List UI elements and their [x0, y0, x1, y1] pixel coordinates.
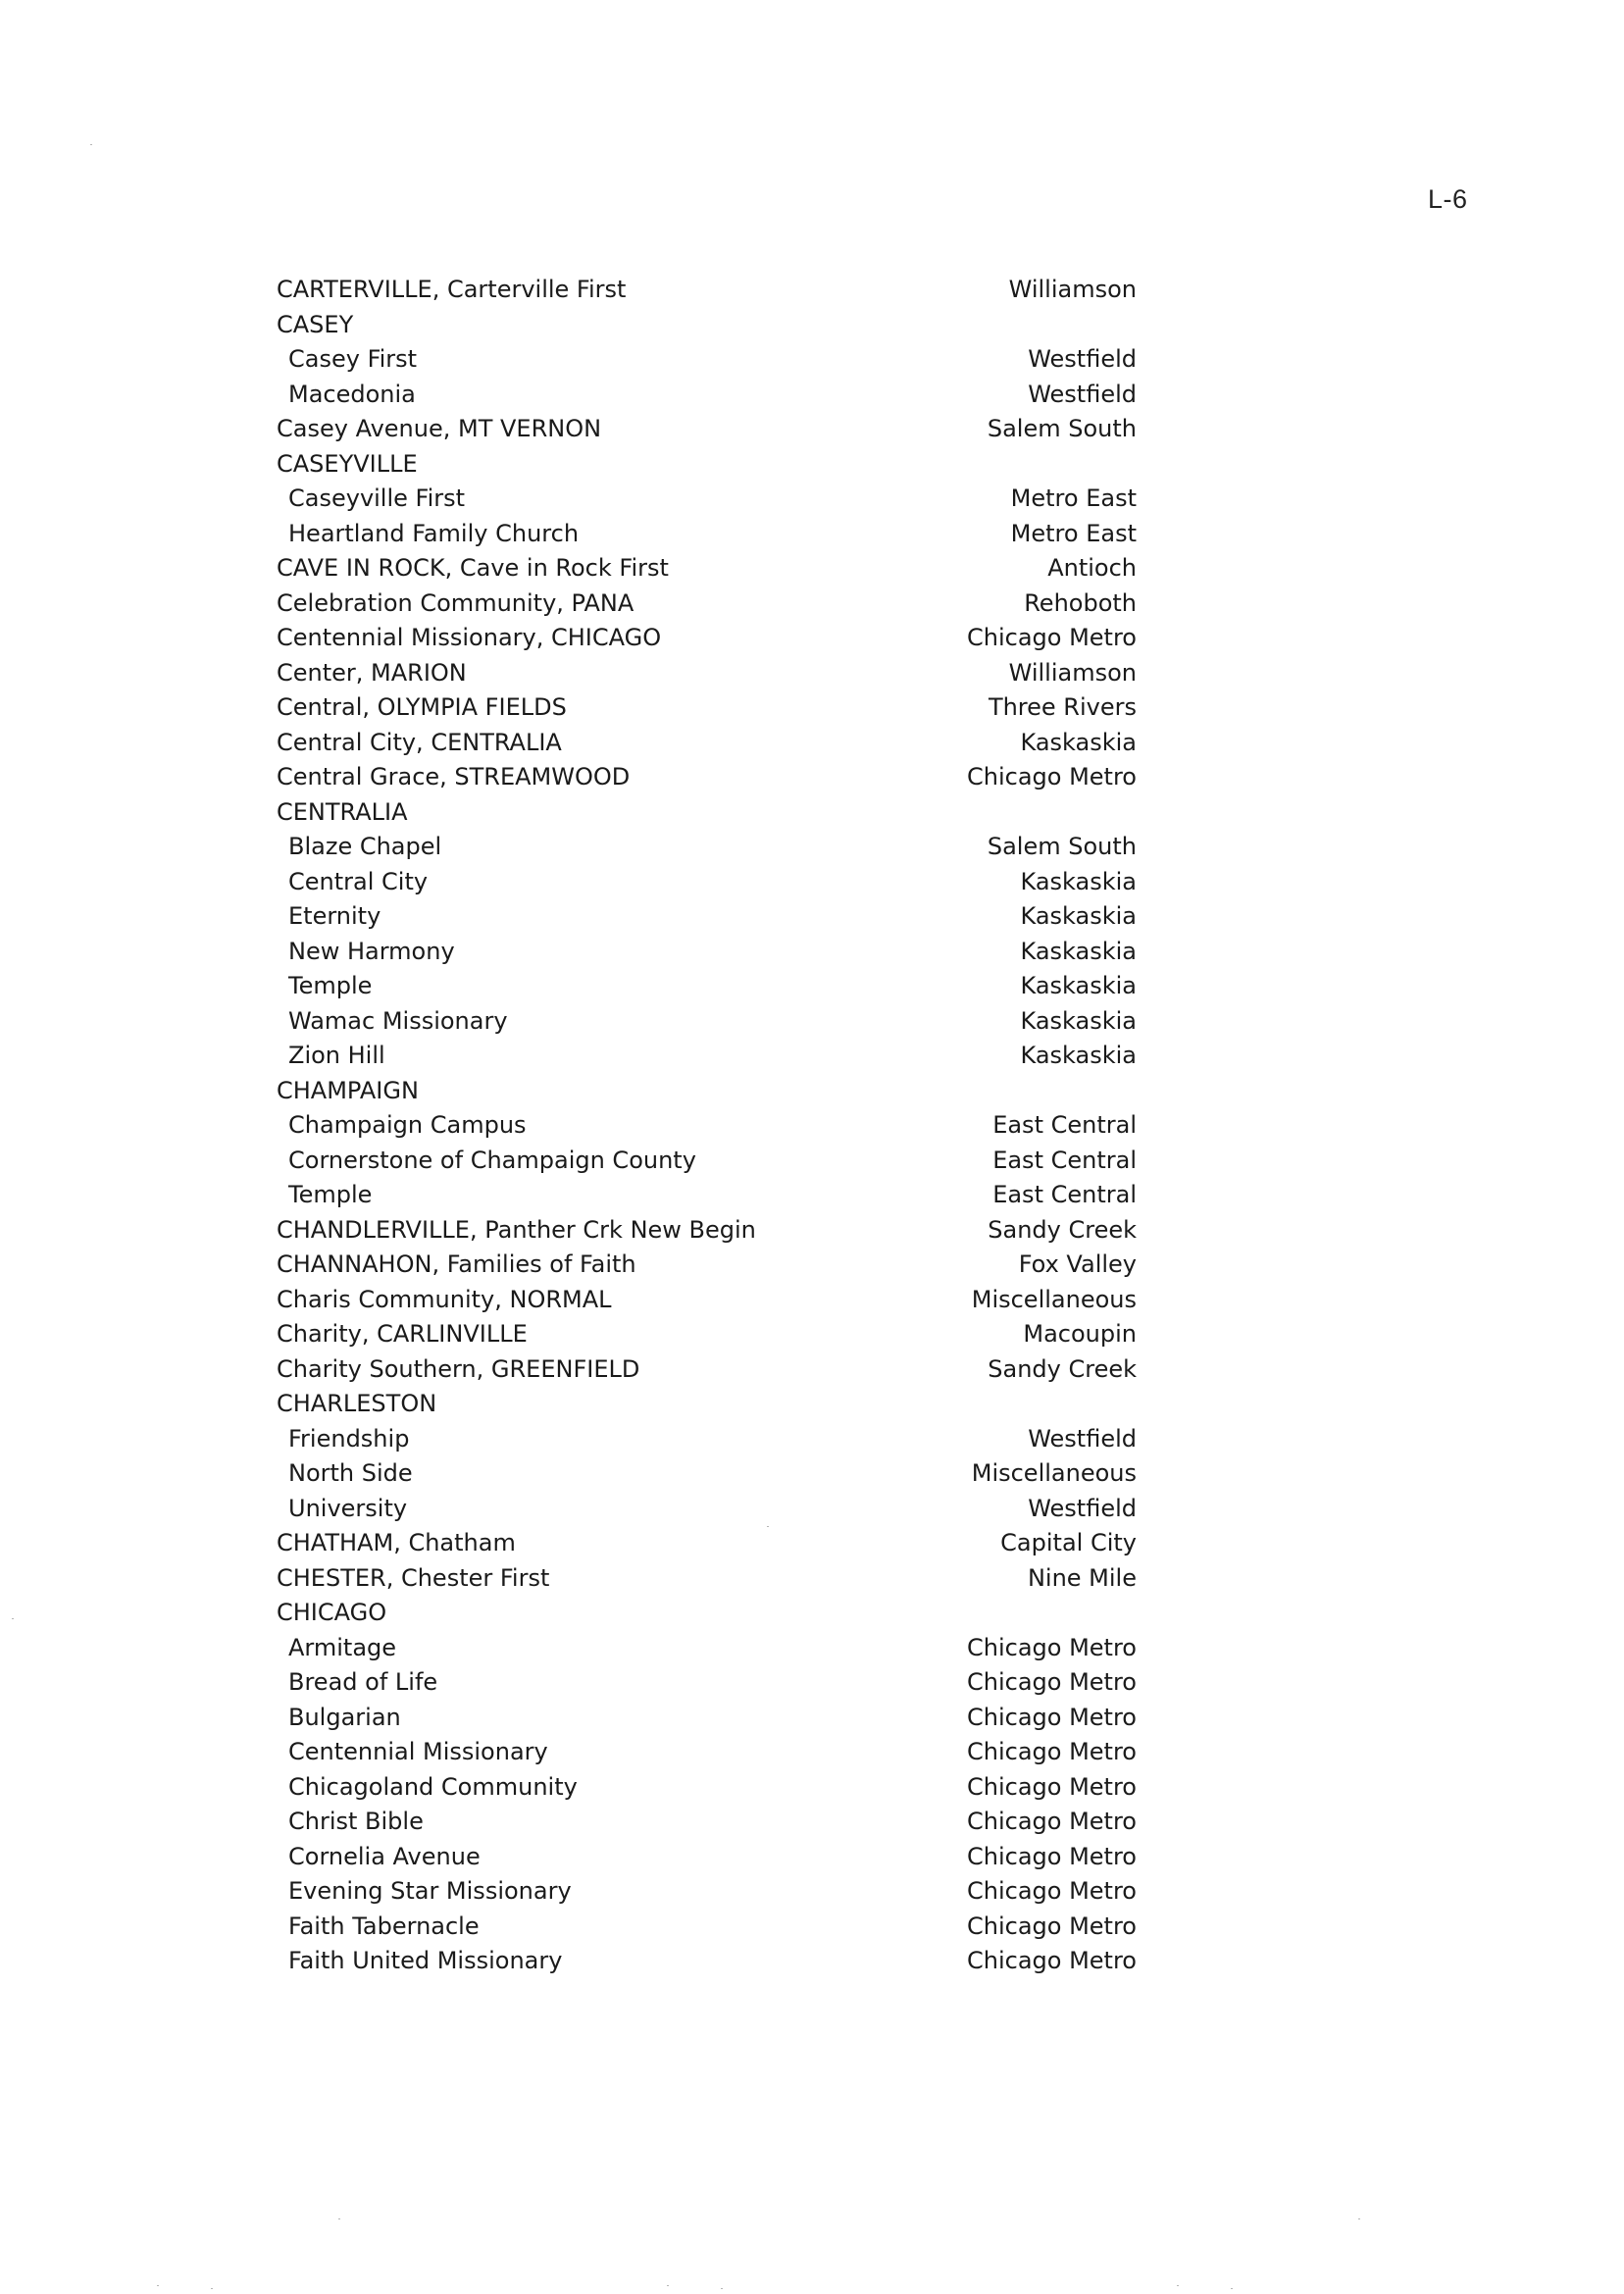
association-name: Nine Mile — [1027, 1563, 1137, 1592]
listing-entry — [274, 551, 1156, 586]
listing-entry — [274, 1248, 1156, 1283]
church-name: CHANNAHON, Families of Faith — [277, 1250, 636, 1278]
listing-subentry — [274, 1701, 1156, 1736]
listing-entry — [274, 273, 1156, 308]
association-name: East Central — [992, 1146, 1137, 1174]
listing-entry — [274, 308, 1156, 343]
association-name: Williamson — [1008, 658, 1137, 687]
church-name: Macedonia — [288, 380, 416, 408]
listing-subentry — [274, 1874, 1156, 1910]
association-name: Fox Valley — [1018, 1250, 1137, 1278]
association-name: Kaskaskia — [1020, 867, 1137, 895]
association-name: Chicago Metro — [967, 1912, 1137, 1940]
church-name: Friendship — [288, 1424, 410, 1453]
church-name: Temple — [288, 1181, 373, 1208]
church-name: Zion Hill — [288, 1042, 385, 1069]
listing-subentry — [274, 1631, 1156, 1666]
listing-entry — [274, 1596, 1156, 1631]
association-name: Kaskaskia — [1020, 902, 1137, 930]
association-name: Chicago Metro — [967, 1842, 1137, 1870]
church-name: Chicagoland Community — [288, 1772, 578, 1801]
listing-subentry — [274, 1805, 1156, 1840]
association-name: Chicago Metro — [967, 1947, 1137, 1974]
association-name: Sandy Creek — [988, 1215, 1137, 1244]
listing-subentry — [274, 1108, 1156, 1144]
church-name: Cornerstone of Champaign County — [288, 1146, 696, 1174]
listing-entry — [274, 690, 1156, 726]
listing-subentry — [274, 969, 1156, 1004]
church-name: Blaze Chapel — [288, 833, 442, 860]
association-name: Metro East — [1010, 484, 1137, 512]
listing-entry — [274, 726, 1156, 761]
association-name: Macoupin — [1023, 1320, 1137, 1348]
association-name: Chicago Metro — [967, 1808, 1137, 1835]
association-name: Chicago Metro — [967, 763, 1137, 790]
listing-entry — [274, 586, 1156, 622]
church-name: Faith United Missionary — [288, 1947, 563, 1974]
listing-subentry — [274, 1944, 1156, 1979]
church-name: Centennial Missionary, CHICAGO — [277, 624, 662, 651]
page-number: L-6 — [1428, 184, 1468, 214]
association-name: Three Rivers — [988, 693, 1137, 721]
church-name: Charity, CARLINVILLE — [277, 1320, 528, 1348]
association-name: Miscellaneous — [971, 1285, 1137, 1313]
church-name: CHARLESTON — [277, 1390, 437, 1417]
listing-entry — [274, 760, 1156, 795]
association-name: Salem South — [987, 833, 1137, 860]
listing-subentry — [274, 378, 1156, 413]
listing-subentry — [274, 1910, 1156, 1945]
church-listing — [274, 273, 1156, 1979]
listing-entry — [274, 1283, 1156, 1318]
listing-subentry — [274, 1178, 1156, 1213]
association-name: Chicago Metro — [967, 1877, 1137, 1905]
church-name: Christ Bible — [288, 1808, 424, 1835]
church-name: Bread of Life — [288, 1668, 438, 1696]
church-name: Center, MARION — [277, 658, 467, 687]
association-name: Chicago Metro — [967, 1668, 1137, 1696]
association-name: Miscellaneous — [971, 1459, 1137, 1487]
listing-entry — [274, 1561, 1156, 1597]
church-name: Celebration Community, PANA — [277, 588, 634, 617]
church-name: CHESTER, Chester First — [277, 1563, 550, 1592]
association-name: Kaskaskia — [1020, 937, 1137, 965]
listing-subentry — [274, 1665, 1156, 1701]
church-name: CHAMPAIGN — [277, 1076, 419, 1104]
church-name: CENTRALIA — [277, 797, 408, 826]
church-name: Casey Avenue, MT VERNON — [277, 415, 602, 442]
association-name: Chicago Metro — [967, 1703, 1137, 1731]
association-name: Chicago Metro — [967, 1772, 1137, 1801]
association-name: Rehoboth — [1024, 588, 1137, 617]
church-name: Cornelia Avenue — [288, 1842, 481, 1870]
association-name: East Central — [992, 1181, 1137, 1208]
listing-subentry — [274, 935, 1156, 970]
church-name: Central Grace, STREAMWOOD — [277, 763, 631, 790]
church-name: Heartland Family Church — [288, 519, 580, 547]
listing-entry — [274, 1526, 1156, 1561]
church-name: CHICAGO — [277, 1599, 387, 1626]
listing-subentry — [274, 1770, 1156, 1806]
church-name: University — [288, 1494, 408, 1522]
association-name: Salem South — [987, 415, 1137, 442]
listing-subentry — [274, 830, 1156, 865]
church-name: Casey First — [288, 345, 418, 373]
listing-entry — [274, 1074, 1156, 1109]
listing-entry — [274, 795, 1156, 831]
association-name: Westfield — [1028, 1424, 1137, 1453]
association-name: Westfield — [1028, 380, 1137, 408]
listing-subentry — [274, 1422, 1156, 1457]
church-name: Centennial Missionary — [288, 1738, 548, 1765]
church-name: Bulgarian — [288, 1703, 401, 1731]
church-name: Wamac Missionary — [288, 1006, 508, 1035]
church-name: CARTERVILLE, Carterville First — [277, 276, 627, 303]
association-name: Westfield — [1028, 345, 1137, 373]
listing-subentry — [274, 1039, 1156, 1074]
association-name: Kaskaskia — [1020, 1006, 1137, 1035]
association-name: Chicago Metro — [967, 1738, 1137, 1765]
association-name: Williamson — [1008, 276, 1137, 303]
association-name: Chicago Metro — [967, 624, 1137, 651]
listing-entry — [274, 1387, 1156, 1422]
listing-entry — [274, 621, 1156, 656]
listing-subentry — [274, 1492, 1156, 1527]
association-name: Kaskaskia — [1020, 728, 1137, 756]
church-name: Central City — [288, 867, 429, 895]
church-name: Charis Community, NORMAL — [277, 1285, 612, 1313]
church-name: Evening Star Missionary — [288, 1877, 572, 1905]
church-name: Central, OLYMPIA FIELDS — [277, 693, 567, 721]
association-name: Westfield — [1028, 1494, 1137, 1522]
listing-entry — [274, 1352, 1156, 1388]
church-name: CASEY — [277, 310, 354, 338]
association-name: Sandy Creek — [988, 1354, 1137, 1383]
association-name: East Central — [992, 1111, 1137, 1139]
church-name: CASEYVILLE — [277, 449, 418, 478]
church-name: Temple — [288, 972, 373, 999]
listing-entry — [274, 1213, 1156, 1249]
church-name: CAVE IN ROCK, Cave in Rock First — [277, 554, 669, 582]
association-name: Kaskaskia — [1020, 972, 1137, 999]
association-name: Chicago Metro — [967, 1633, 1137, 1661]
church-name: Faith Tabernacle — [288, 1912, 480, 1940]
listing-subentry — [274, 1456, 1156, 1492]
listing-subentry — [274, 1840, 1156, 1875]
church-name: Charity Southern, GREENFIELD — [277, 1354, 640, 1383]
listing-subentry — [274, 899, 1156, 935]
listing-subentry — [274, 1004, 1156, 1040]
listing-entry — [274, 656, 1156, 691]
listing-subentry — [274, 1735, 1156, 1770]
association-name: Kaskaskia — [1020, 1042, 1137, 1069]
listing-entry — [274, 1317, 1156, 1352]
listing-subentry — [274, 342, 1156, 378]
church-name: New Harmony — [288, 937, 455, 965]
church-name: CHANDLERVILLE, Panther Crk New Begin — [277, 1215, 756, 1244]
listing-entry — [274, 447, 1156, 483]
church-name: Central City, CENTRALIA — [277, 728, 562, 756]
listing-subentry — [274, 482, 1156, 517]
listing-subentry — [274, 865, 1156, 900]
listing-subentry — [274, 1144, 1156, 1179]
church-name: Armitage — [288, 1633, 397, 1661]
listing-entry — [274, 412, 1156, 447]
church-name: Caseyville First — [288, 484, 466, 512]
church-name: CHATHAM, Chatham — [277, 1529, 516, 1556]
association-name: Antioch — [1047, 554, 1137, 582]
association-name: Capital City — [1000, 1529, 1137, 1556]
listing-subentry — [274, 517, 1156, 552]
association-name: Metro East — [1010, 519, 1137, 547]
church-name: Eternity — [288, 902, 381, 930]
church-name: North Side — [288, 1459, 413, 1487]
church-name: Champaign Campus — [288, 1111, 527, 1139]
